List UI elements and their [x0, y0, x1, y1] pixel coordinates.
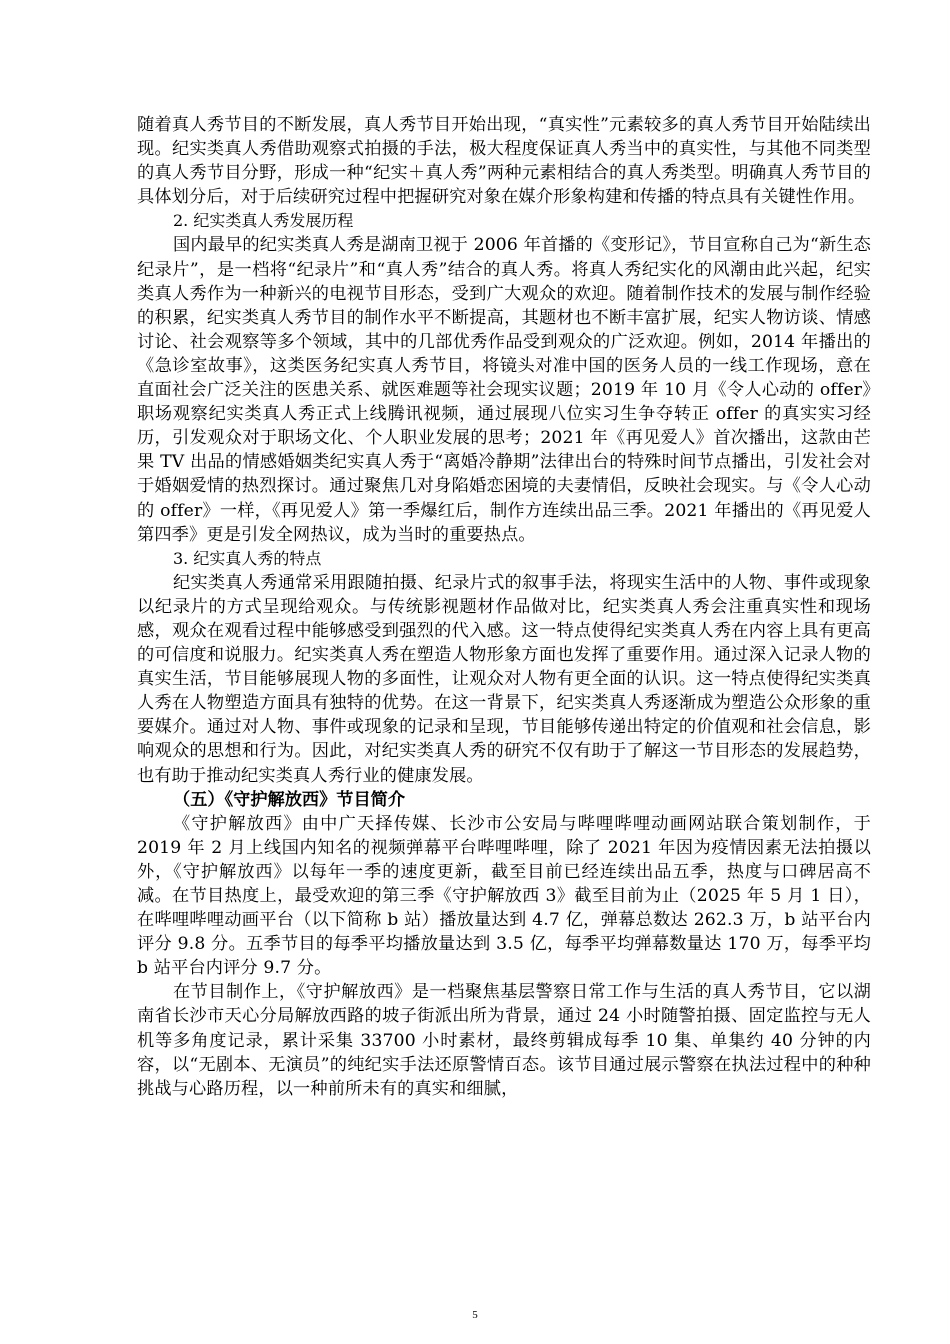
paragraph-characteristics: 纪实类真人秀通常采用跟随拍摄、纪录片式的叙事手法，将现实生活中的人物、事件或现象以纪录片的方式呈现给观众。与传统影视题材作品做对比，纪实类真人秀会注重真实性和现场感，观众在观看过程中能够感受到强烈的代入感。这一特点使得纪实类真人秀在内容上具有更高的可信度和说服力。纪实类真人秀在塑造人物形象方面也发挥了重要作用。通过深入记录人物的真实生活，节目能够展现人物的多面性，让观众对人物有更全面的认识。这一特点使得纪实类真人秀在人物塑造方面具有独特的优势。在这一背景下，纪实类真人秀逐渐成为塑造公众形象的重要媒介。通过对人物、事件或现象的记录和呈现，节目能够传递出特定的价值观和社会信息，影响观众的思想和行为。因此，对纪实类真人秀的研究不仅有助于了解这一节目形态的发展趋势，也有助于推动纪实类真人秀行业的健康发展。 — [137, 572, 871, 786]
paragraph-development-history: 国内最早的纪实类真人秀是湖南卫视于 2006 年首播的《变形记》，节目宣称自己为“新生态纪录片”，是一档将“纪录片”和“真人秀”结合的真人秀。将真人秀纪实化的风潮由此兴起，纪实类真人秀作为一种新兴的电视节目形态，受到广大观众的欢迎。随着制作技术的发展与制作经验的积累，纪实类真人秀节目的制作水平不断提高，其题材也不断丰富扩展，纪实人物访谈、情感讨论、社会观察等多个领域，其中的几部优秀作品受到观众的广泛欢迎。例如，2014 年播出的《急诊室故事》，这类医务纪实真人秀节目，将镜头对准中国的医务人员的一线工作现场，意在直面社会广泛关注的医患关系、就医难题等社会现实议题；2019 年 10 月《令人心动的 offer》职场观察纪实类真人秀正式上线腾讯视频，通过展现八位实习生争夺转正 offer 的真实实习经历，引发观众对于职场文化、个人职业发展的思考；2021 年《再见爱人》首次播出，这款由芒果 TV 出品的情感婚姻类纪实真人秀于“离婚冷静期”法律出台的特殊时间节点播出，引发社会对于婚姻爱情的热烈探讨。通过聚焦几对身陷婚恋困境的夫妻情侣，反映社会现实。与《令人心动的 offer》一样，《再见爱人》第一季爆红后，制作方连续出品三季。2021 年播出的《再见爱人第四季》更是引发全网热议，成为当时的重要热点。 — [137, 235, 871, 545]
section-heading-program-intro: （五）《守护解放西》节目简介 — [173, 789, 406, 810]
paragraph-program-overview: 《守护解放西》由中广天择传媒、长沙市公安局与哔哩哔哩动画网站联合策划制作，于 2019 年 2 月上线国内知名的视频弹幕平台哔哩哔哩，除了 2021 年因为疫情因素无法拍摄以外，《守护解放西》以每年一季的速度更新，截至目前已经连续出品五季，热度与口碑居高不减。在节目热度上，最受欢迎的第三季《守护解放西 3》截至目前为止（2025 年 5 月 1 日），在哔哩哔哩动画平台（以下简称 b 站）播放量达到 4.7 亿，弹幕总数达 262.3 万，b 站平台内评分 9.8 分。五季节目的每季平均播放量达到 3.5 亿，每季平均弹幕数量达 170 万，每季平均 b 站平台内评分 9.7 分。 — [137, 813, 871, 979]
page-number: 5 — [472, 1309, 478, 1321]
section-heading-development-history: 2. 纪实类真人秀发展历程 — [173, 211, 354, 231]
document-body — [137, 113, 871, 1101]
paragraph-intro-continued: 随着真人秀节目的不断发展，真人秀节目开始出现，“真实性”元素较多的真人秀节目开始陆续出现。纪实类真人秀借助观察式拍摄的手法，极大程度保证真人秀当中的真实性，与其他不同类型的真人秀节目分野，形成一种“纪实＋真人秀”两种元素相结合的真人秀类型。明确真人秀节目的具体划分后，对于后续研究过程中把握研究对象在媒介形象构建和传播的特点具有关键性作用。 — [137, 115, 871, 208]
section-heading-characteristics: 3. 纪实真人秀的特点 — [173, 548, 322, 568]
paragraph-program-production: 在节目制作上，《守护解放西》是一档聚焦基层警察日常工作与生活的真人秀节目，它以湖南省长沙市天心分局解放西路的坡子街派出所为背景，通过 24 小时随警拍摄、固定监控与无人机等多角度记录，累计采集 33700 小时素材，最终剪辑成每季 10 集、单集约 40 分钟的内容，以“无剧本、无演员”的纯纪实手法还原警情百态。该节目通过展示警察在执法过程中的种种挑战与心路历程，以一种前所未有的真实和细腻， — [137, 982, 871, 1099]
